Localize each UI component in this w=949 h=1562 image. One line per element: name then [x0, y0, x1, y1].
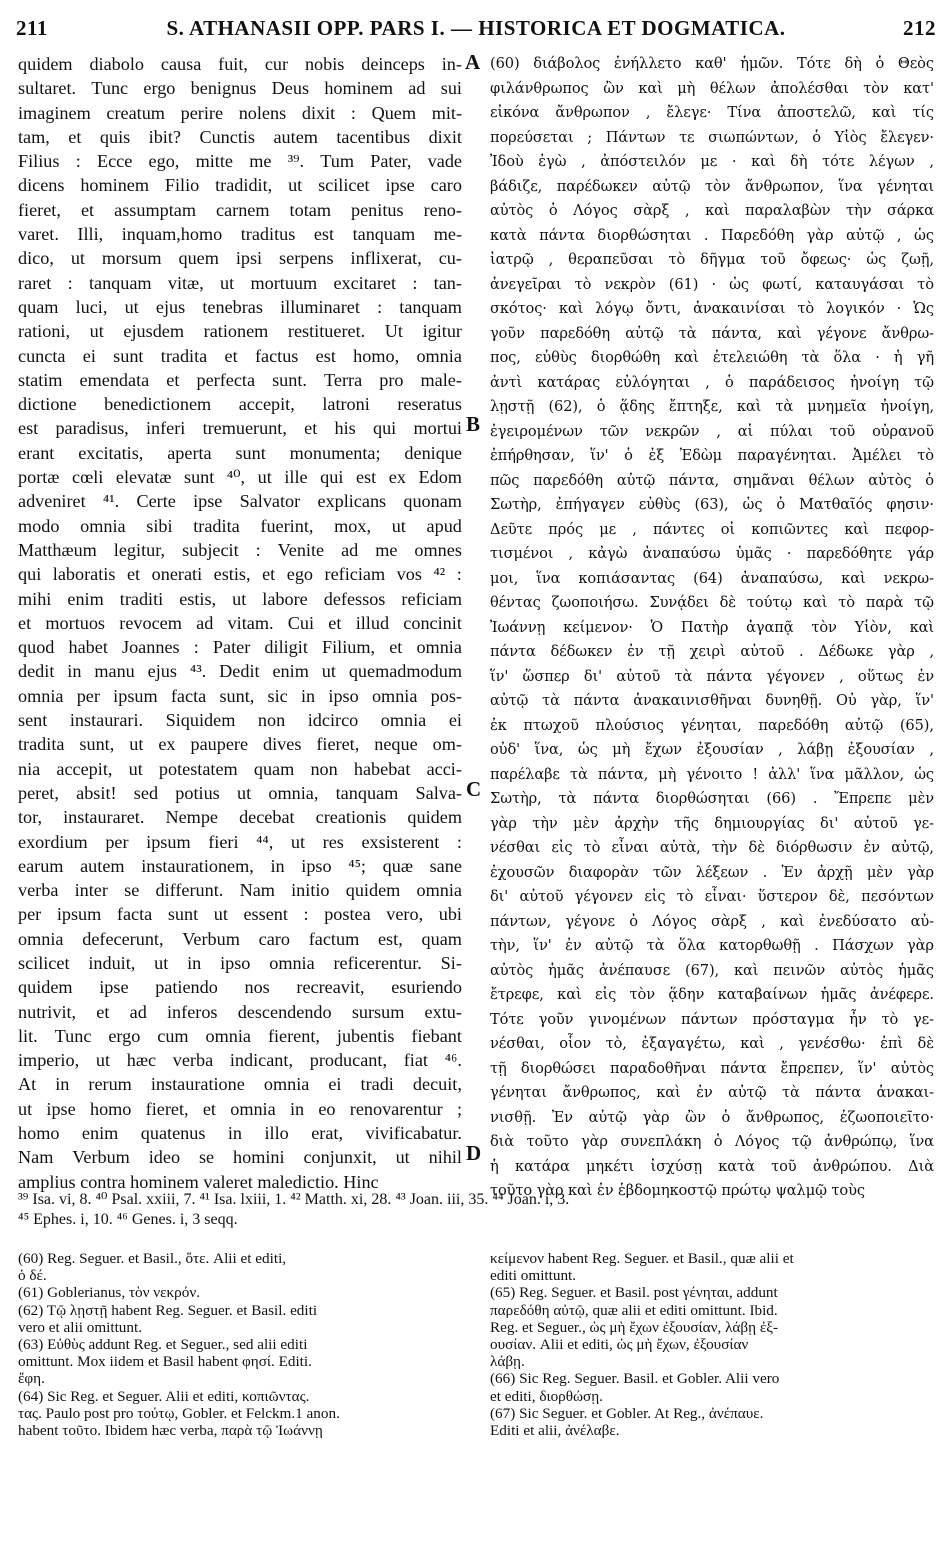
latin-text-line: fieret, et assumptam carnem totam penitus reno-	[18, 199, 462, 220]
greek-text-line: Ἰδοὺ ἐγὼ , ἀπόστειλόν με · καὶ δὴ τότε λέγων ,	[490, 153, 934, 170]
latin-text-line: sent instaurari. Siquidem non idcirco omnia ei	[18, 710, 462, 731]
greek-text-line: οὐδ' ἵνα, ὡς μὴ ἔχων ἐξουσίαν , λάβῃ ἐξουσίαν ,	[490, 741, 934, 758]
variant-note-line: τας. Paulo post pro τούτῳ, Gobler. et Felckm.1 anon.	[18, 1404, 340, 1422]
latin-text-line: sultaret. Tunc ergo benignus Deus hominem ad sui	[18, 78, 462, 99]
greek-text-line: τισμένοι , κἀγὼ ἀναπαύσω ὑμᾶς · παρεδόθητε γάρ	[490, 545, 934, 562]
latin-text-line: At in rerum instauratione omnia ei tradi decuit,	[18, 1074, 462, 1095]
latin-text-line: modo omnia sibi tradita fuerint, mox, ut apud	[18, 515, 462, 536]
greek-text-line: ἐγειρομένων τῶν νεκρῶν , αἱ πύλαι τοῦ οὐρανοῦ	[490, 422, 934, 440]
variant-note-line: παρεδόθη αὐτῷ, quæ alii et editi omittunt. Ibid.	[490, 1301, 778, 1319]
greek-text-line: γένηται ἄνθρωπος, καὶ ἐν αὐτῷ τὰ πάντα ἀνακαι-	[490, 1084, 934, 1101]
latin-text-line: scilicet induit, ut in ipso omnia reficerentur. Si-	[18, 952, 462, 973]
greek-text-line: Σωτὴρ, τὰ πάντα διορθώσηται (66) . Ἔπρεπε μὲν	[490, 790, 934, 807]
latin-text-line: exordium per ipsum fieri ⁴⁴, ut res exsisterent :	[18, 831, 462, 852]
latin-text-line: omnia defecerunt, Verbum caro factum est, quam	[18, 928, 462, 949]
variant-note-line: κείμενον habent Reg. Seguer. et Basil., quæ alii et	[490, 1250, 794, 1267]
latin-text-line: raret : tanquam vitæ, ut mortuum excitaret : tan-	[18, 272, 462, 293]
variant-note-line: (61) Goblerianus, τὸν νεκρόν.	[18, 1284, 201, 1302]
latin-text-line: cuncta ei sunt tradita et factus est homo, omnia	[18, 345, 462, 366]
section-marker-d: D	[466, 1141, 482, 1165]
greek-text-line: θέντας ζωοποιήσω. Συνᾴδει δὲ τούτῳ καὶ τὸ παρὰ τῷ	[490, 594, 934, 611]
latin-text-line: qui laboratis et onerati estis, et ego reficiam vos ⁴² :	[18, 564, 462, 585]
greek-text-line: ἀνεγεῖραι τὸ νεκρὸν (61) · ὡς φωτί, καταυγάσαι τὸ	[490, 275, 934, 293]
latin-text-line: per ipsum facta sunt ut essent : postea vero, ubi	[18, 904, 462, 925]
variant-note-line: (67) Sic Seguer. et Gobler. At Reg., ἀνέπαυε.	[490, 1404, 764, 1422]
latin-text-line: Matthæum legitur, subjecit : Venite ad me omnes	[18, 539, 462, 560]
latin-text-line: lit. Tunc ergo cum omnia fierent, jubentis fiebant	[18, 1025, 462, 1046]
latin-text-line: peret, absit! sed potius ut omnia, tanquam Salva-	[18, 782, 462, 803]
scripture-note-line: ⁴⁵ Ephes. i, 10. ⁴⁶ Genes. i, 3 seqq.	[18, 1211, 238, 1228]
variant-note-line: et editi, διορθώσῃ.	[490, 1387, 603, 1405]
greek-text-line: αὐτὸς ἡμᾶς ἀνέπαυσε (67), καὶ πεινῶν αὐτὸς ἡμᾶς	[490, 961, 934, 979]
greek-text-line: πῶς παρεδόθη αὐτῷ πάντα, σημᾶναι θέλων αὐτὸς ὁ	[490, 471, 934, 489]
greek-text-line: πάντων, γέγονε ὁ Λόγος σὰρξ , καὶ ἐνεδύσατο αὐ-	[490, 912, 934, 930]
greek-text-line: κατὰ πάντα διορθώσηται . Παρεδόθη γὰρ αὐτῷ , ὡς	[490, 226, 934, 244]
greek-text-line: διὰ τοῦτο γὰρ συνεπλάκη ὁ Λόγος τῷ ἀνθρώπῳ, ἵνα	[490, 1133, 934, 1150]
latin-text-line: nia accepit, ut potestatem quam non habebat acci-	[18, 758, 462, 779]
latin-text-line: dictione benedictionem accepit, latroni reseratus	[18, 394, 462, 415]
variant-note-line: (65) Reg. Seguer. et Basil. post γένηται, addunt	[490, 1284, 778, 1302]
greek-text-line: ἡ κατάρα μηκέτι ἰσχύσῃ κατὰ τοῦ ἀνθρώπου. Διὰ	[490, 1157, 934, 1175]
variant-note-line: (64) Sic Reg. et Seguer. Alii et editi, κοπιῶντας.	[18, 1387, 310, 1405]
greek-text-line: Ἰωάννῃ κείμενον· Ὁ Πατὴρ ἀγαπᾷ τὸν Υἱὸν, καὶ	[490, 618, 934, 636]
latin-text-line: imperio, ut hæc verba indicant, producant, fiat ⁴⁶.	[18, 1050, 462, 1071]
latin-text-line: dico, ut morsum quem ipsi serpens inflixerat, cu-	[18, 248, 462, 269]
latin-text-line: ut ipse homo fieret, et omnia in eo renovarentur ;	[18, 1098, 462, 1119]
latin-text-line: statim emendata et perfecta sunt. Terra pro male-	[18, 369, 462, 390]
latin-text-line: tor, instauraret. Nempe decebat creationis quidem	[18, 807, 462, 828]
greek-text-line: τοῦτο γὰρ καὶ ἐν ἑβδομηκοστῷ πρώτῳ ψαλμῷ τοὺς	[490, 1182, 865, 1199]
latin-text-line: tradita sunt, ut ex paupere dives fieret, neque om-	[18, 734, 462, 755]
latin-text-line: portæ cœli elevatæ sunt ⁴⁰, ut ille qui est ex Edom	[18, 467, 462, 488]
latin-text-line: mihi enim traditi estis, ut labore defessos reficiam	[18, 588, 462, 609]
latin-text-line: Filius : Ecce ego, mitte me ³⁹. Tum Pater, vade	[18, 151, 462, 172]
latin-text-line: quidem diabolo causa fuit, cur nobis deinceps in-	[18, 54, 462, 74]
latin-text-line: tam, et quis ibit? Cunctis autem tacentibus dixit	[18, 126, 462, 147]
greek-text-line: τὴν, ἵν' ἐν αὐτῷ τὰ ὅλα κατορθωθῇ . Πάσχων γὰρ	[490, 937, 934, 954]
greek-text-line: πορεύσεται ; Πάντων τε σιωπώντων, ὁ Υἱὸς ἔλεγεν·	[490, 128, 934, 146]
latin-column	[18, 52, 462, 1192]
latin-text-line: erant excitatis, aperta sunt monumenta; denique	[18, 442, 462, 463]
latin-text-line: nutrivit, et ad inferos descendendo sursum extu-	[18, 1001, 462, 1022]
variant-note-line: (66) Sic Reg. Seguer. Basil. et Gobler. Alii vero	[490, 1370, 780, 1388]
latin-text-line: rationi, ut ejusdem rationem restitueret. Ut igitur	[18, 321, 462, 342]
greek-text-line: δι' αὐτοῦ γέγονεν εἰς τὸ εἶναι· ὕστερον δὲ, πεσόντων	[490, 888, 934, 905]
latin-text-line: omnia per ipsum facta sunt, sic in ipso omnia pos-	[18, 685, 462, 706]
greek-text-line: Δεῦτε πρός με , πάντες οἱ κοπιῶντες καὶ πεφορ-	[490, 520, 934, 538]
latin-text-line: et mortuos revocem ad vitam. Cui et illud concinit	[18, 612, 462, 633]
latin-text-line: est paradisus, inferi tremuerunt, et his qui mortui	[18, 418, 462, 439]
greek-text-line: αὐτῷ τὰ πάντα ἀνακαινισθῆναι δυνηθῇ. Οὐ γὰρ, ἵν'	[490, 692, 934, 709]
greek-text-line: Σωτὴρ, ἐπήγαγεν εὐθὺς (63), ὡς ὁ Ματθαῖός φησιν·	[490, 496, 934, 513]
greek-text-line: παρέλαβε τὰ πάντα, μὴ γένοιτο ! ἀλλ' ἵνα μᾶλλον, ὡς	[490, 765, 934, 783]
greek-text-line: μοι, ἵνα κοπιάσαντας (64) ἀναπαύσω, καὶ νεκρω-	[490, 569, 934, 587]
section-marker-c: C	[466, 777, 482, 801]
latin-text-line: dedit in manu ejus ⁴³. Dedit enim ut quemadmodum	[18, 661, 462, 682]
variant-note-line: ἔφη.	[18, 1370, 45, 1388]
running-title: S. ATHANASII OPP. PARS I. — HISTORICA ET DOGMATICA.	[166, 16, 786, 40]
variant-note-line: (60) Reg. Seguer. et Basil., ὅτε. Alii et editi,	[18, 1250, 287, 1267]
greek-text-line: ἐπήρθησαν, ἵν' ὁ ἐξ Ἐδὼμ παραγένηται. Ἀμέλει τὸ	[490, 447, 934, 464]
variant-note-line: λάβῃ.	[490, 1353, 525, 1371]
greek-text-line: εἰκόνα ἄνθρωπον , ἔλεγε· Τίνα ἀποστελῶ, καὶ τίς	[490, 104, 934, 121]
greek-text-line: ἐκ πτωχοῦ πλούσιος γένηται, παρεδόθη αὐτῷ (65),	[490, 716, 934, 734]
greek-text-line: αὐτὸς ὁ Λόγος σὰρξ , καὶ παραλαβὼν τὴν σάρκα	[490, 202, 934, 219]
variant-note-line: (62) Τῷ λῃστῇ habent Reg. Seguer. et Basil. editi	[18, 1301, 318, 1319]
latin-text-line: verba inter se differunt. Nam initio quidem omnia	[18, 880, 462, 901]
greek-text-line: ἵν' ὥσπερ δι' αὐτοῦ τὰ πάντα γέγονεν , οὕτως ἐν	[490, 667, 934, 685]
greek-text-line: γοῦν παρεδόθη αὐτῷ τὰ πάντα, καὶ γέγονε ἄνθρω-	[490, 324, 934, 342]
latin-text-line: amplius contra hominem valeret maledictio. Hinc	[18, 1171, 379, 1192]
greek-text-line: λῃστῇ (62), ὁ ᾅδης ἔπτηξε, καὶ τὰ μνημεῖα ἠνοίγη,	[490, 398, 934, 415]
greek-text-line: νισθῇ. Ἐν αὐτῷ γὰρ ὢν ὁ ἄνθρωπος, ἐζωοποιεῖτο·	[490, 1108, 934, 1126]
greek-text-line: Τότε γοῦν γινομένων πάντων πρόσταγμα ἦν τὸ γε-	[490, 1010, 934, 1028]
latin-text-line: homo enim quatenus in illo erat, vivificabatur.	[18, 1123, 462, 1144]
greek-text-line: πος, εὐθὺς διορθώθη καὶ ἐτελειώθη τὰ ὅλα · ἡ γῆ	[490, 349, 934, 366]
variant-note-line: (63) Εὐθὺς addunt Reg. et Seguer., sed alii editi	[18, 1336, 308, 1354]
greek-text-line: ἀντὶ κατάρας εὐλόγηται , ὁ παράδεισος ἠνοίγη τῷ	[490, 373, 934, 391]
latin-text-line: quam luci, ut ejus tenebras illuminaret : tanquam	[18, 296, 462, 317]
latin-text-line: imaginem creatum perire nolens dixit : Quem mit-	[18, 102, 462, 123]
latin-text-line: quidem ipse patiendo nos recreavit, esuriendo	[18, 977, 462, 998]
greek-column	[490, 52, 934, 1199]
latin-text-line: Nam Verbum ideo se homini conjunxit, ut nihil	[18, 1147, 462, 1168]
greek-text-line: βάδιζε, παρέδωκεν αὐτῷ τὸν ἄνθρωπον, ἵνα γένηται	[490, 177, 934, 195]
variant-note-line: Editi et alii, ἀνέλαβε.	[490, 1422, 620, 1440]
latin-text-line: dicens hominem Filio tradidit, ut scilicet ipse caro	[18, 175, 462, 196]
latin-text-line: varet. Illi, inquam,homo traditus est tanquam me-	[18, 224, 462, 245]
variant-notes-right	[490, 1250, 935, 1439]
section-marker-a: A	[465, 50, 481, 74]
variant-note-line: Reg. et Seguer., ὡς μὴ ἔχων ἐξουσίαν, λάβῃ ἐξ-	[490, 1318, 779, 1336]
variant-notes-left	[18, 1250, 463, 1439]
section-marker-b: B	[466, 412, 481, 436]
variant-note-line: ὁ δέ.	[18, 1267, 47, 1285]
greek-text-line: γὰρ τὴν μὲν ἀρχὴν τῆς δημιουργίας δι' αὐτοῦ γε-	[490, 814, 934, 832]
variant-note-line: vero et alii omittunt.	[18, 1318, 143, 1336]
greek-text-line: ἔτρεφε, καὶ εἰς τὸν ᾅδην καταβαίνων ἡμᾶς ἀνέφερε.	[490, 986, 934, 1003]
latin-text-line: quod habet Joannes : Pater diligit Filium, et omnia	[18, 637, 462, 658]
variant-note-line: habent τοῦτο. Ibidem hæc verba, παρὰ τῷ Ἰωάννῃ	[18, 1422, 323, 1440]
scripture-note-line: ³⁹ Isa. vi, 8. ⁴⁰ Psal. xxiii, 7. ⁴¹ Isa. lxiii, 1. ⁴² Matth. xi, 28. ⁴³ Joan. iii, 35. ⁴⁴ Joan. i, 3.	[18, 1191, 570, 1208]
greek-text-line: σκότος· καὶ λόγῳ ὄντι, ἀνακαινίσαι τὸ λογικόν · Ὡς	[490, 300, 934, 317]
greek-text-line: ἰατρῷ , θεραπεῦσαι τὸ δῆγμα τοῦ ὄφεως· ὡς ζωῇ,	[490, 251, 934, 268]
greek-text-line: νέσθαι εἰς τὸ εἶναι αὐτὰ, τὴν δὲ διόρθωσιν ἐν αὐτῷ,	[490, 839, 934, 856]
variant-note-line: editi omittunt.	[490, 1267, 577, 1285]
page-header	[16, 12, 936, 48]
scripture-footnotes	[18, 1190, 938, 1230]
page-number-left: 211	[16, 16, 48, 40]
greek-text-line: πάντα δέδωκεν ἐν τῇ χειρὶ αὐτοῦ . Δέδωκε γὰρ ,	[490, 643, 934, 660]
latin-text-line: earum autem instaurationem, in ipso ⁴⁵; quæ sane	[18, 855, 462, 876]
variant-note-line: ουσίαν. Alii et editi, ὡς μὴ ἔχων, ἐξουσίαν	[490, 1336, 749, 1354]
greek-text-line: τῇ διορθώσει παραδοθῆναι πάντα ἔπρεπεν, ἵν' αὐτὸς	[490, 1059, 934, 1077]
greek-text-line: ἐχουσῶν διαφορὰν τῶν λέξεων . Ἐν ἀρχῇ μὲν γὰρ	[490, 863, 934, 881]
greek-text-line: νέσθαι, οἷον τὸ, ἐξαγαγέτω, καὶ , γενέσθω· ἐπὶ δὲ	[490, 1035, 934, 1052]
greek-text-line: (60) διάβολος ἐνήλλετο καθ' ἡμῶν. Τότε δὴ ὁ Θεὸς	[490, 55, 934, 72]
latin-text-line: adveniret ⁴¹. Certe ipse Salvator explicans quonam	[18, 491, 462, 512]
variant-note-line: omittunt. Mox iidem et Basil habent φησί. Editi.	[18, 1353, 312, 1371]
page-number-right: 212	[903, 16, 936, 40]
greek-text-line: φιλάνθρωπος ὢν καὶ μὴ θέλων ἀπολέσθαι τὸν κατ'	[490, 79, 934, 97]
